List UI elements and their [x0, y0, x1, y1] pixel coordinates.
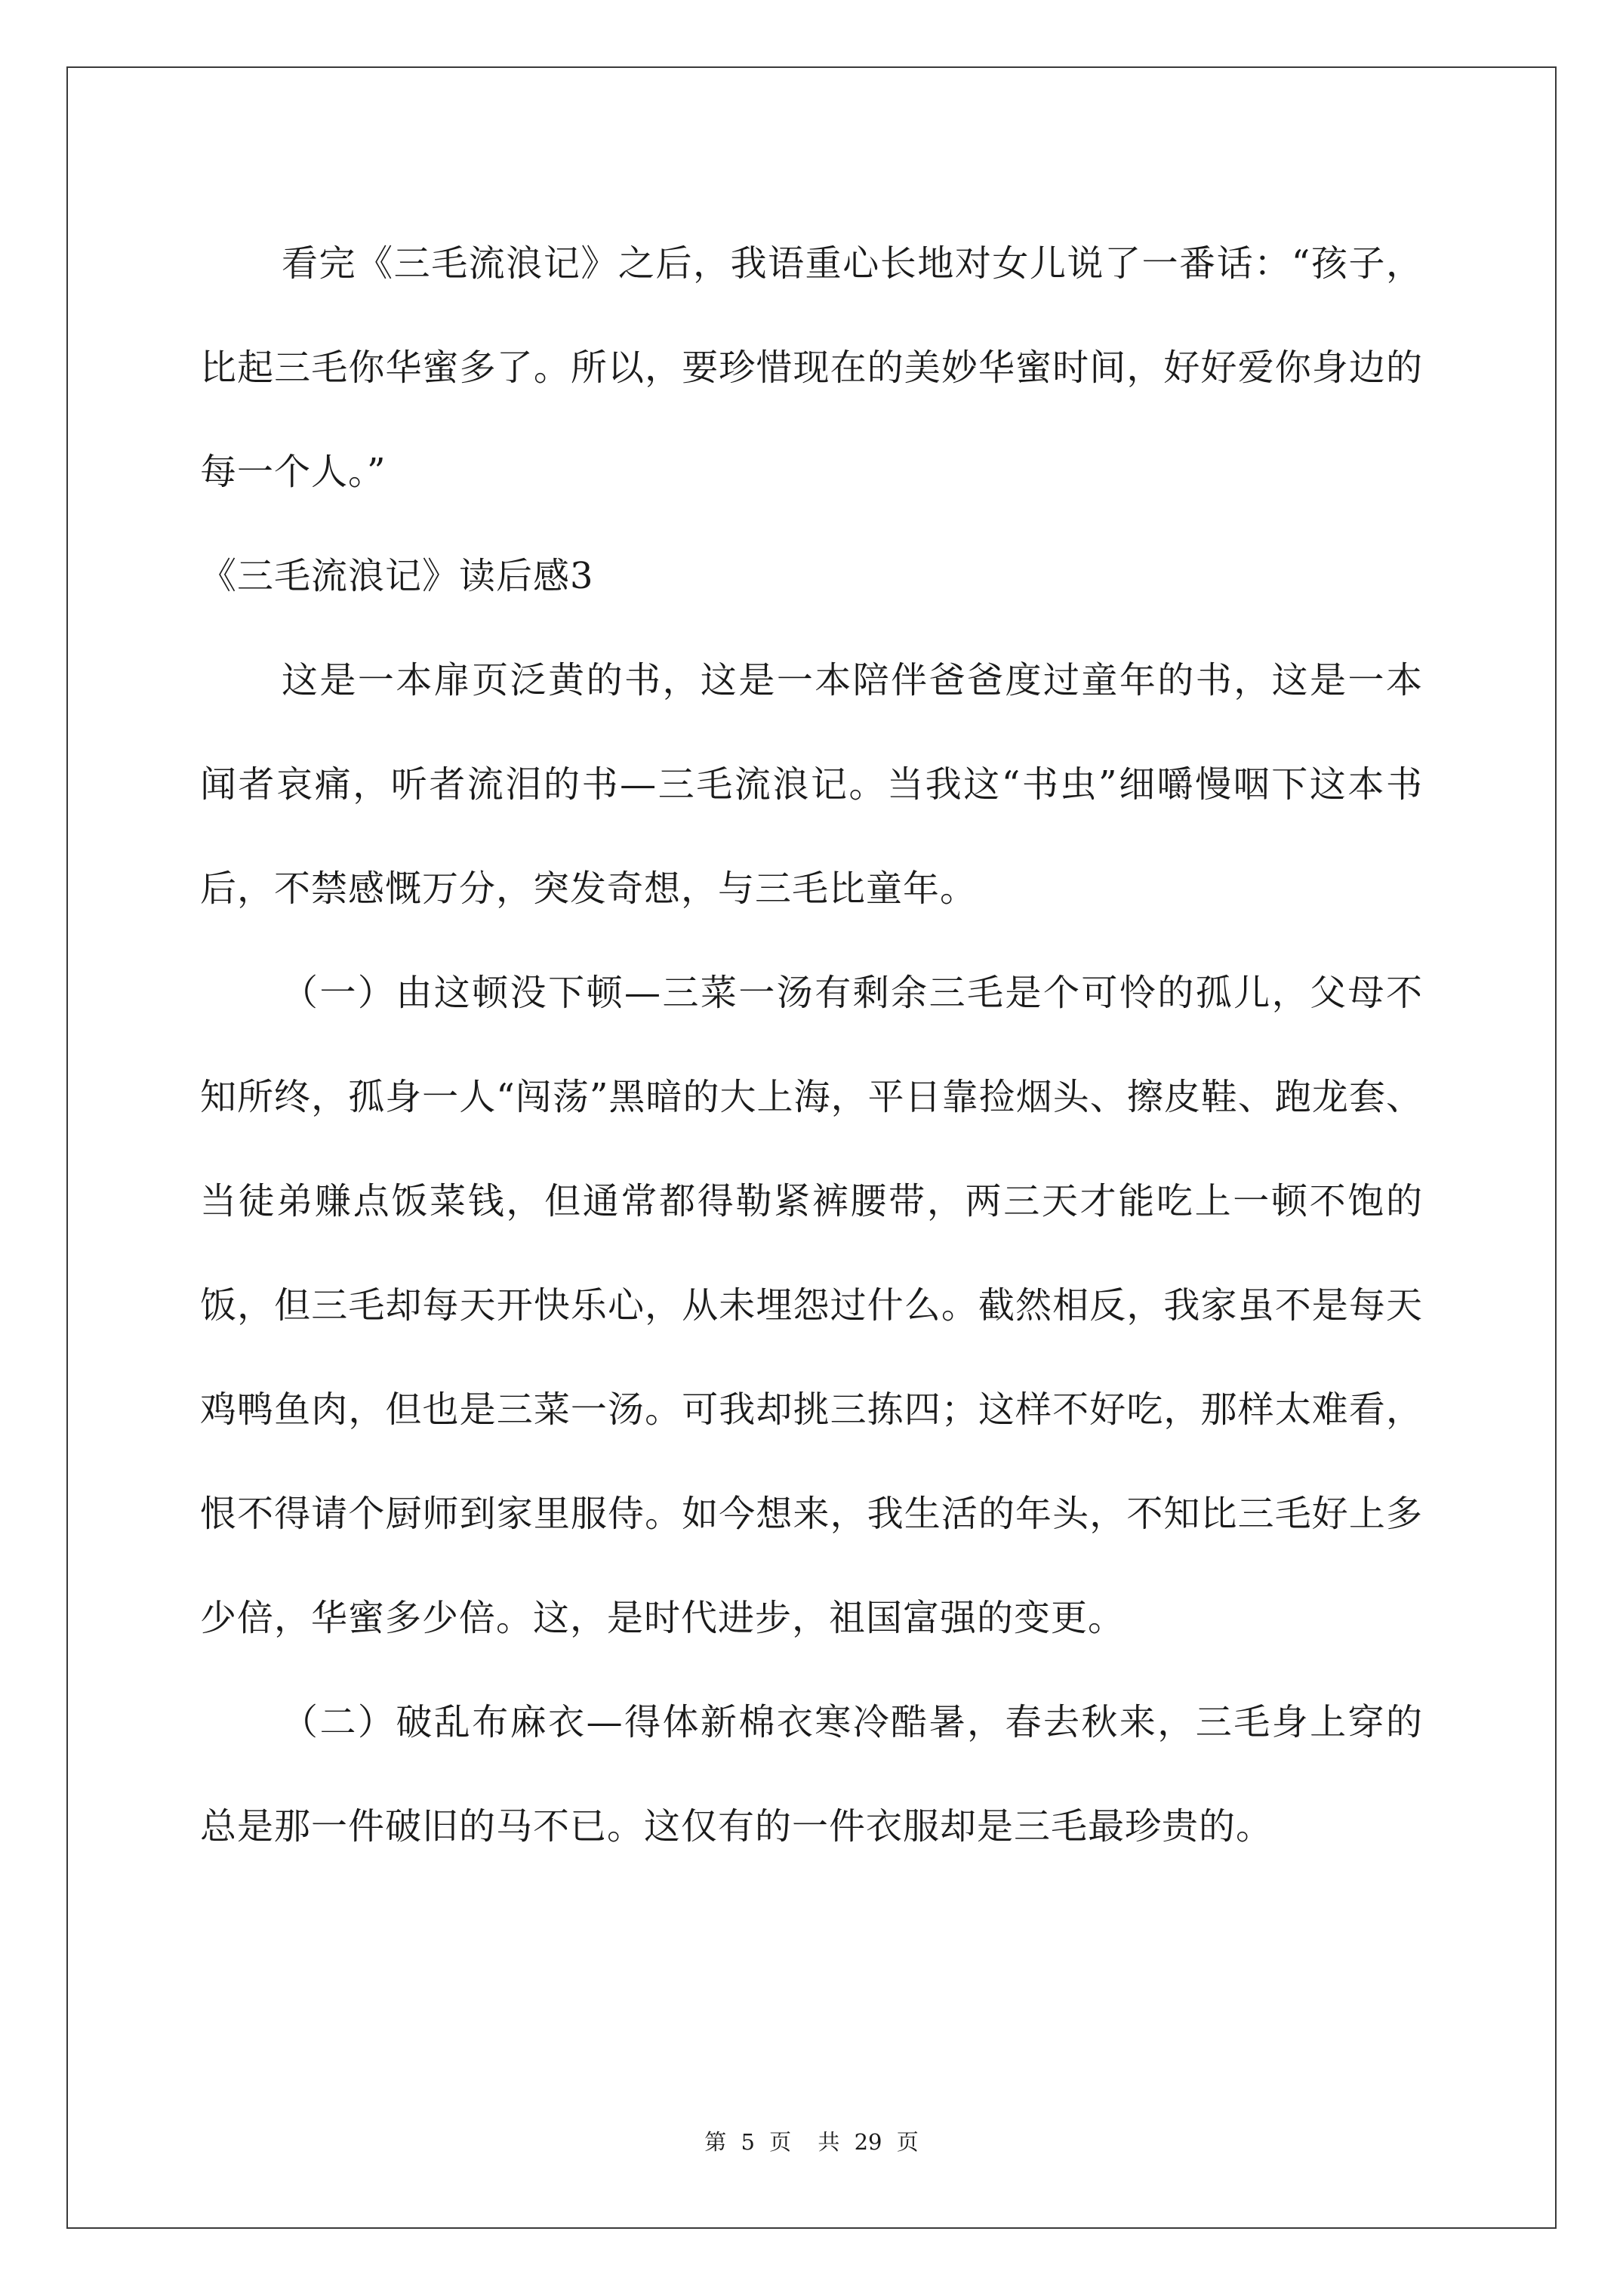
document-body	[200, 211, 1423, 1878]
paragraph-4: （二）破乱布麻衣—得体新棉衣寒冷酷暑，春去秋来，三毛身上穿的总是那一件破旧的马不已。这仅有的一件衣服却是三毛最珍贵的。	[200, 1701, 1423, 1848]
paragraph-3: （一）由这顿没下顿—三菜一汤有剩余三毛是个可怜的孤儿，父母不知所终，孤身一人“闯荡”黑暗的大上海，平日靠捡烟头、擦皮鞋、跑龙套、当徒弟赚点饭菜钱，但通常都得勒紧裤腰带，两三天才能吃上一顿不饱的饭，但三毛却每天开快乐心，从未埋怨过什么。截然相反，我家虽不是每天鸡鸭鱼肉，但也是三菜一汤。可我却挑三拣四；这样不好吃，那样太难看，恨不得请个厨师到家里服侍。如今想来，我生活的年头，不知比三毛好上多少倍，华蜜多少倍。这，是时代进步，祖国富强的变更。	[200, 972, 1423, 1639]
paragraph-1: 看完《三毛流浪记》之后，我语重心长地对女儿说了一番话：“孩子，比起三毛你华蜜多了。所以，要珍惜现在的美妙华蜜时间，好好爱你身边的每一个人。”	[200, 242, 1423, 493]
page-number: 第 5 页	[704, 2129, 792, 2155]
page-total: 共 29 页	[818, 2129, 919, 2155]
section-heading: 《三毛流浪记》读后感3	[200, 555, 594, 597]
paragraph-2: 这是一本扉页泛黄的书，这是一本陪伴爸爸度过童年的书，这是一本闻者哀痛，听者流泪的书—三毛流浪记。当我这“书虫”细嚼慢咽下这本书后，不禁感慨万分，突发奇想，与三毛比童年。	[200, 659, 1423, 910]
page-footer	[0, 2125, 1623, 2156]
